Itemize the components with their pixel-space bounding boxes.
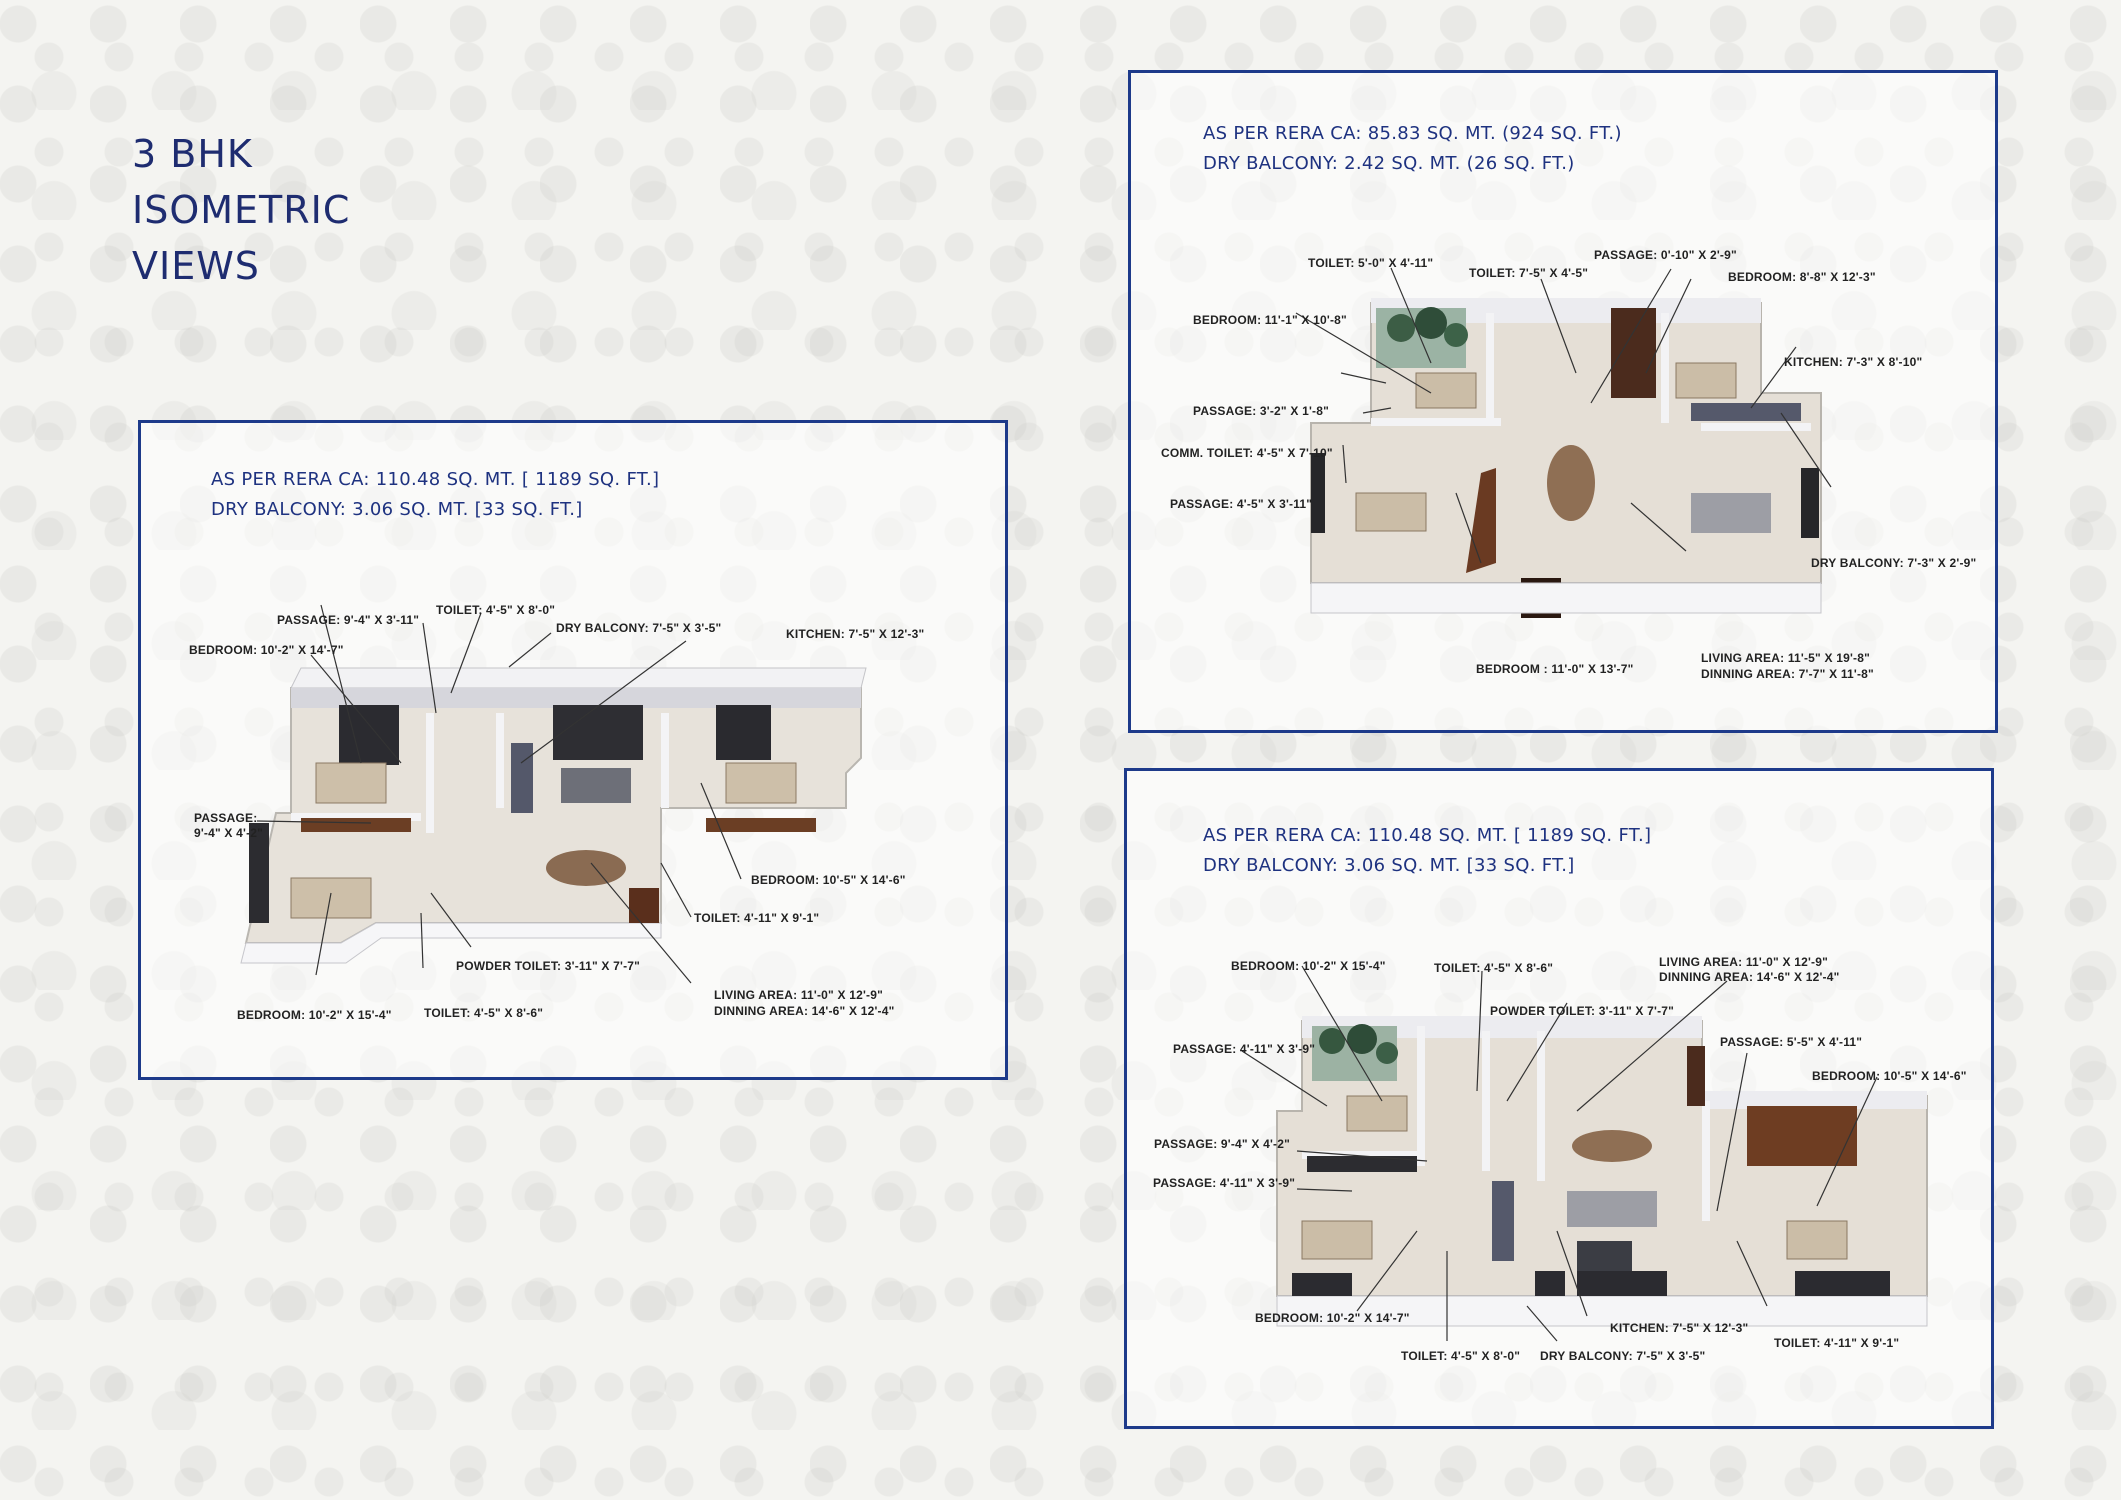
label-bedroom-right: BEDROOM: 10'-5" X 14'-6" [751,873,906,887]
label-dry-balcony: DRY BALCONY: 7'-3" X 2'-9" [1811,556,1977,570]
label-toilet-top: TOILET: 4'-5" X 8'-0" [436,603,556,617]
isometric-floor-plan [141,423,1005,1077]
title-line-3: VIEWS [132,244,260,288]
label-passage-b: PASSAGE: 5'-5" X 4'-11" [1720,1035,1863,1049]
rera-area: AS PER RERA CA: 110.48 SQ. MT. [ 1189 SQ. FT.] [1203,825,1652,846]
dry-balcony-area: DRY BALCONY: 3.06 SQ. MT. [33 SQ. FT.] [1203,855,1575,876]
label-toilet-bottom: TOILET: 4'-5" X 8'-0" [1401,1349,1521,1363]
rera-area: AS PER RERA CA: 85.83 SQ. MT. (924 SQ. FT.) [1203,123,1622,144]
label-bedroom-top: BEDROOM: 10'-2" X 15'-4" [1231,959,1386,973]
label-bedroom-bottom: BEDROOM: 10'-2" X 15'-4" [237,1008,392,1022]
label-bedroom-bottom: BEDROOM : 11'-0" X 13'-7" [1476,662,1634,676]
label-kitchen: KITCHEN: 7'-3" X 8'-10" [1784,355,1923,369]
label-passage-a: PASSAGE: 4'-11" X 3'-9" [1173,1042,1316,1056]
label-passage-top: PASSAGE: 9'-4" X 3'-11" [277,613,420,627]
label-dinning-area: DINNING AREA: 14'-6" X 12'-4" [1659,970,1840,984]
label-living-area: LIVING AREA: 11'-5" X 19'-8" [1701,651,1870,665]
isometric-floor-plan [1127,771,1991,1426]
label-toilet-right: TOILET: 4'-11" X 9'-1" [1774,1336,1900,1350]
label-kitchen: KITCHEN: 7'-5" X 12'-3" [786,627,925,641]
label-living-area: LIVING AREA: 11'-0" X 12'-9" [714,988,883,1002]
label-bedroom-right: BEDROOM: 10'-5" X 14'-6" [1812,1069,1967,1083]
isometric-view-panel-1 [138,420,1008,1080]
page-title [132,126,350,294]
label-powder-toilet: POWDER TOILET: 3'-11" X 7'-7" [456,959,641,973]
label-toilet-b: TOILET: 7'-5" X 4'-5" [1469,266,1589,280]
label-dry-balcony: DRY BALCONY: 7'-5" X 3'-5" [1540,1349,1706,1363]
label-toilet-a: TOILET: 5'-0" X 4'-11" [1308,256,1434,270]
label-living-area: LIVING AREA: 11'-0" X 12'-9" [1659,955,1828,969]
label-passage-c: PASSAGE: 9'-4" X 4'-2" [1154,1137,1290,1151]
label-dinning-area: DINNING AREA: 7'-7" X 11'-8" [1701,667,1874,681]
title-line-2: ISOMETRIC [132,188,351,232]
label-comm-toilet: COMM. TOILET: 4'-5" X 7'-10" [1161,446,1333,460]
label-passage-left-size: 9'-4" X 4'-2" [194,826,264,840]
isometric-view-panel-2 [1128,70,1998,733]
isometric-floor-plan [1131,73,1995,730]
label-toilet-right: TOILET: 4'-11" X 9'-1" [694,911,820,925]
title-line-1: 3 BHK [132,132,253,176]
label-passage-d: PASSAGE: 4'-11" X 3'-9" [1153,1176,1296,1190]
label-bedroom-top-right: BEDROOM: 8'-8" X 12'-3" [1728,270,1876,284]
label-toilet-bottom: TOILET: 4'-5" X 8'-6" [424,1006,544,1020]
label-passage-b: PASSAGE: 4'-5" X 3'-11" [1170,497,1313,511]
label-powder-toilet: POWDER TOILET: 3'-11" X 7'-7" [1490,1004,1675,1018]
dry-balcony-area: DRY BALCONY: 2.42 SQ. MT. (26 SQ. FT.) [1203,153,1575,174]
label-bedroom-top: BEDROOM: 10'-2" X 14'-7" [189,643,344,657]
label-passage-top: PASSAGE: 0'-10" X 2'-9" [1594,248,1737,262]
label-dry-balcony: DRY BALCONY: 7'-5" X 3'-5" [556,621,722,635]
isometric-view-panel-3 [1124,768,1994,1429]
label-bedroom-top-left: BEDROOM: 11'-1" X 10'-8" [1193,313,1347,327]
label-passage-left: PASSAGE: [194,811,258,825]
label-bedroom-bottom: BEDROOM: 10'-2" X 14'-7" [1255,1311,1410,1325]
label-passage-a: PASSAGE: 3'-2" X 1'-8" [1193,404,1329,418]
dry-balcony-area: DRY BALCONY: 3.06 SQ. MT. [33 SQ. FT.] [211,499,583,520]
label-toilet-top: TOILET: 4'-5" X 8'-6" [1434,961,1554,975]
label-kitchen: KITCHEN: 7'-5" X 12'-3" [1610,1321,1749,1335]
label-dinning-area: DINNING AREA: 14'-6" X 12'-4" [714,1004,895,1018]
rera-area: AS PER RERA CA: 110.48 SQ. MT. [ 1189 SQ. FT.] [211,469,660,490]
